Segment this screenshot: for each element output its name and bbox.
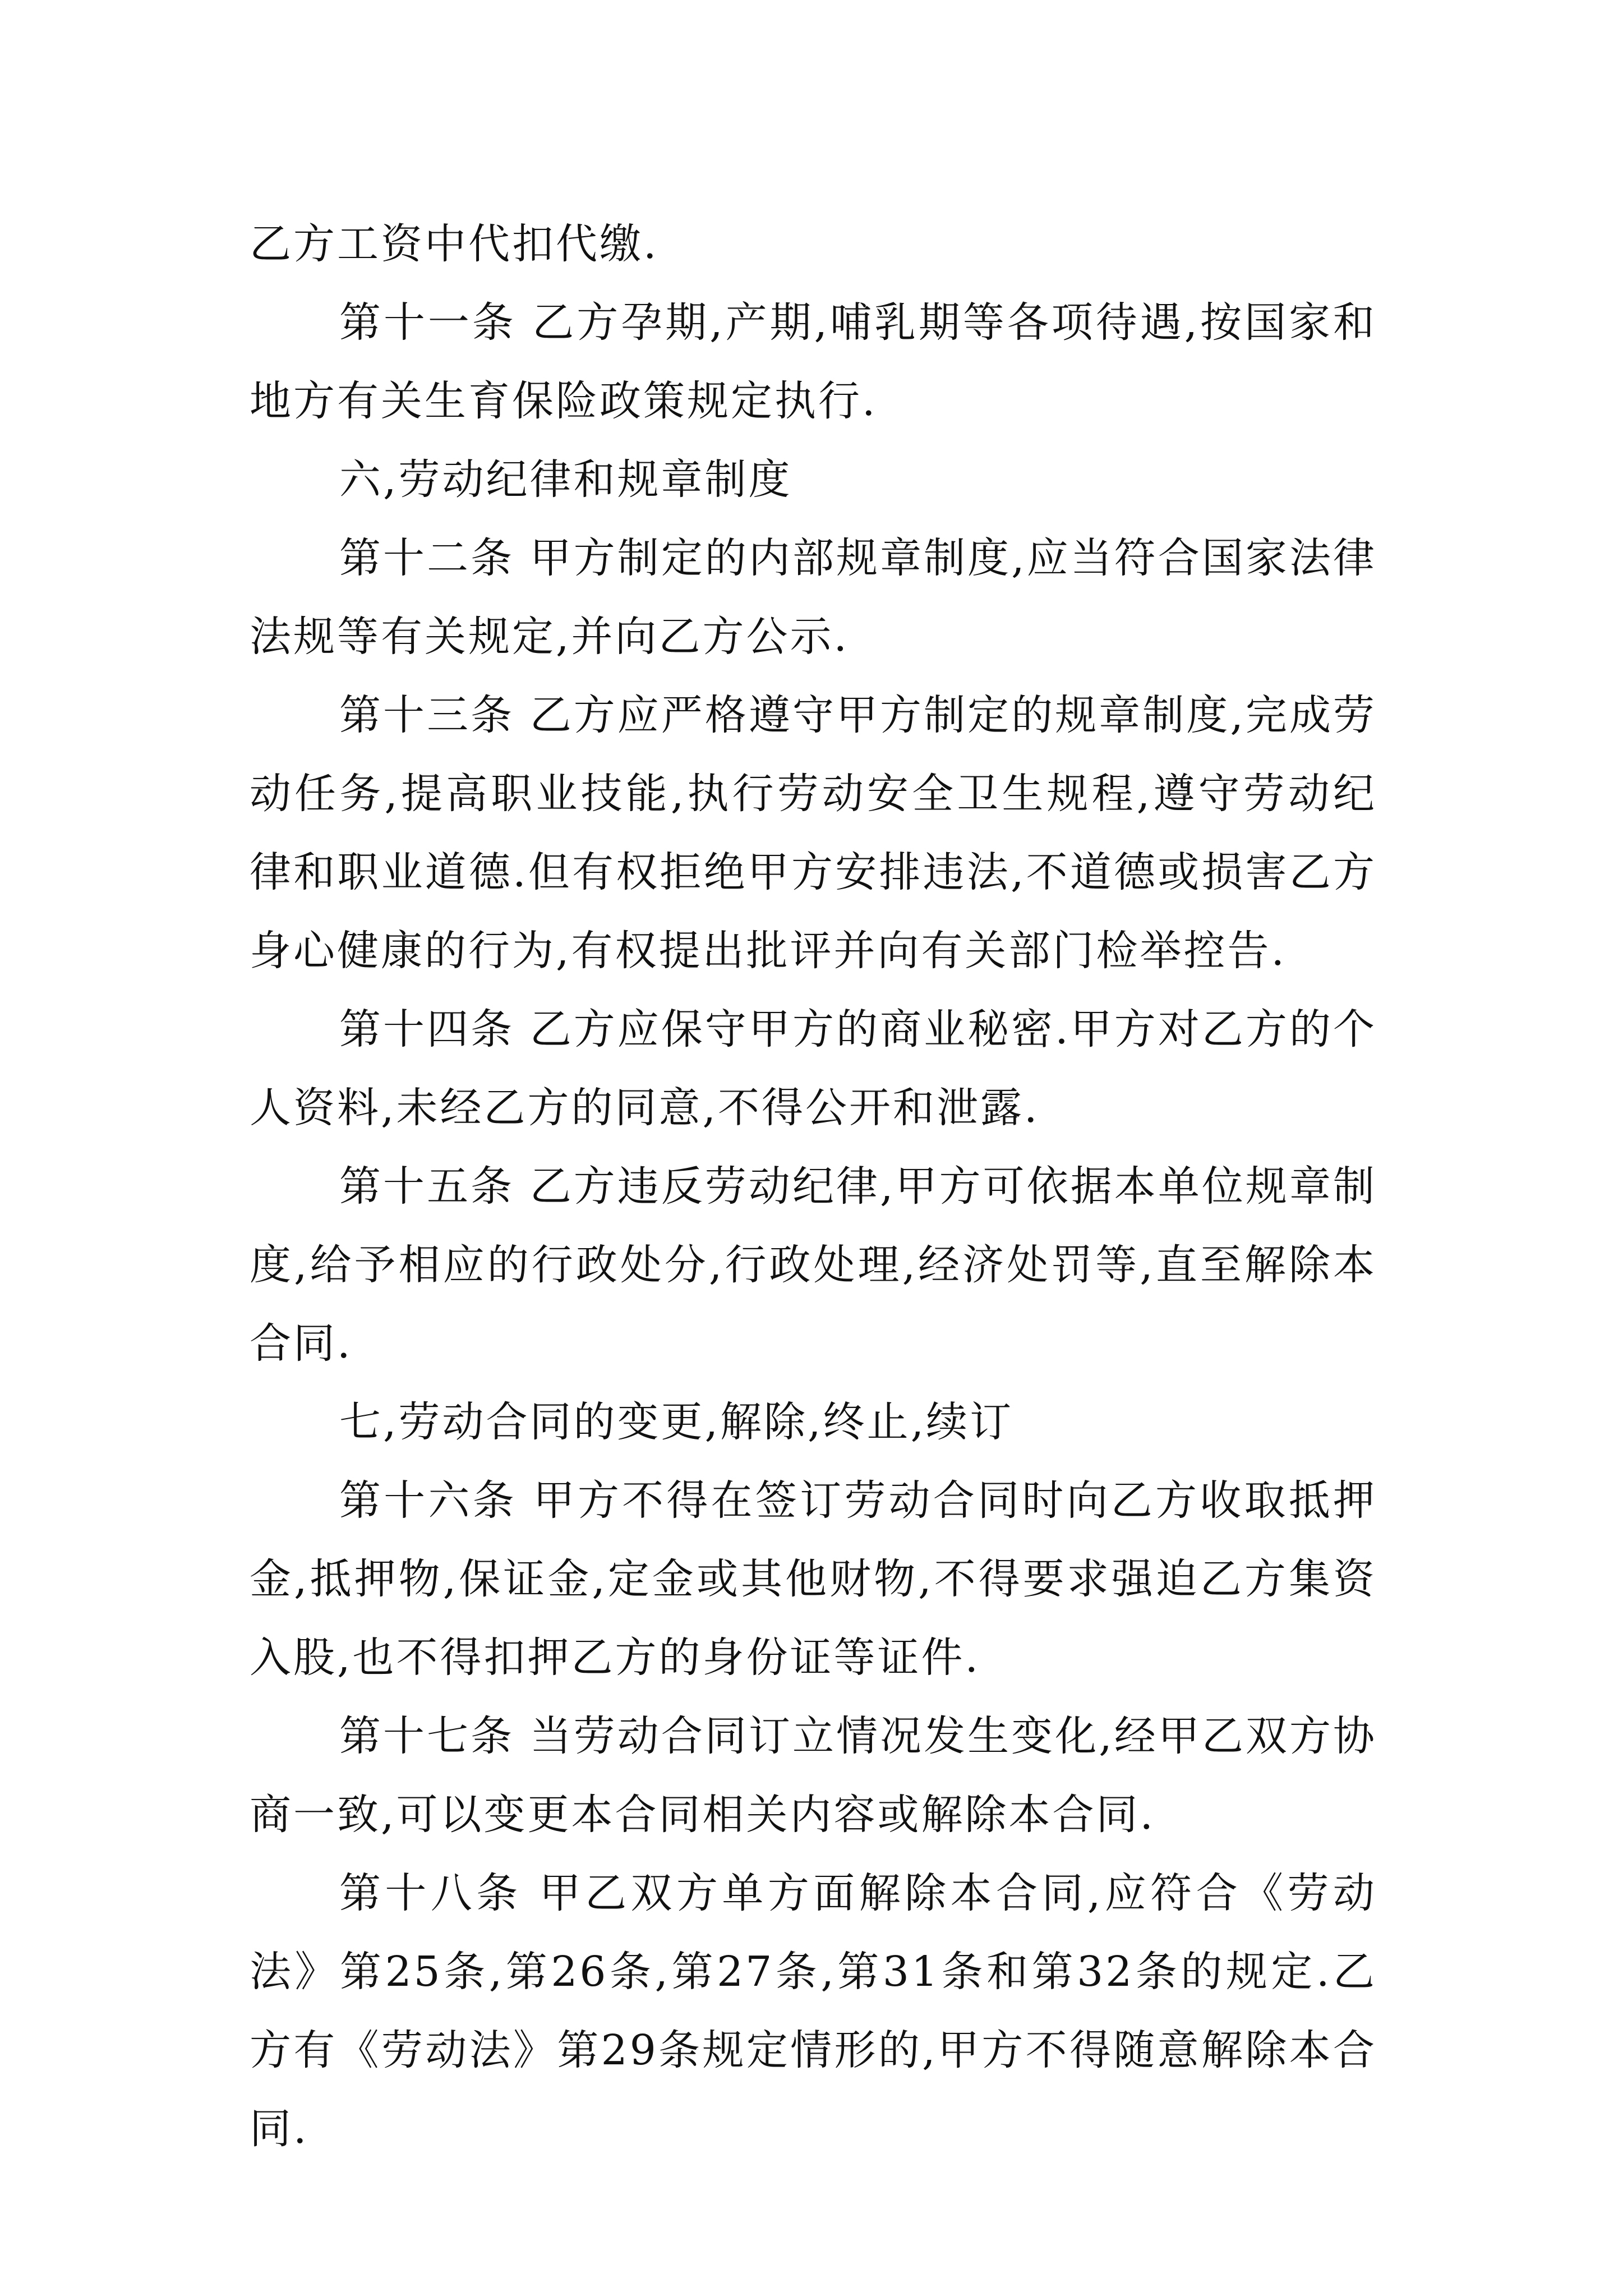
article-12: 第十二条 甲方制定的内部规章制度,应当符合国家法律法规等有关规定,并向乙方公示. [250,534,1377,661]
document-body [250,205,1377,2168]
paragraph-continuation: 乙方工资中代扣代缴. [250,220,659,268]
article-11: 第十一条 乙方孕期,产期,哺乳期等各项待遇,按国家和地方有关生育保险政策规定执行. [250,298,1377,425]
section-heading-6: 六,劳动纪律和规章制度 [339,455,792,504]
article-13: 第十三条 乙方应严格遵守甲方制定的规章制度,完成劳动任务,提高职业技能,执行劳动安全卫生规程,遵守劳动纪律和职业道德.但有权拒绝甲方安排违法,不道德或损害乙方身心健康的行为,有权提出批评并向有关部门检举控告. [250,691,1377,975]
article-16: 第十六条 甲方不得在签订劳动合同时向乙方收取抵押金,抵押物,保证金,定金或其他财物,不得要求强迫乙方集资入股,也不得扣押乙方的身份证等证件. [250,1476,1377,1682]
section-heading-7: 七,劳动合同的变更,解除,终止,续订 [339,1398,1014,1446]
article-18: 第十八条 甲乙双方单方面解除本合同,应符合《劳动法》第25条,第26条,第27条,第31条和第32条的规定.乙方有《劳动法》第29条规定情形的,甲方不得随意解除本合同. [250,1869,1377,2153]
article-17: 第十七条 当劳动合同订立情况发生变化,经甲乙双方协商一致,可以变更本合同相关内容或解除本合同. [250,1712,1377,1839]
article-15: 第十五条 乙方违反劳动纪律,甲方可依据本单位规章制度,给予相应的行政处分,行政处理,经济处罚等,直至解除本合同. [250,1162,1377,1368]
article-14: 第十四条 乙方应保守甲方的商业秘密.甲方对乙方的个人资料,未经乙方的同意,不得公开和泄露. [250,1005,1377,1132]
